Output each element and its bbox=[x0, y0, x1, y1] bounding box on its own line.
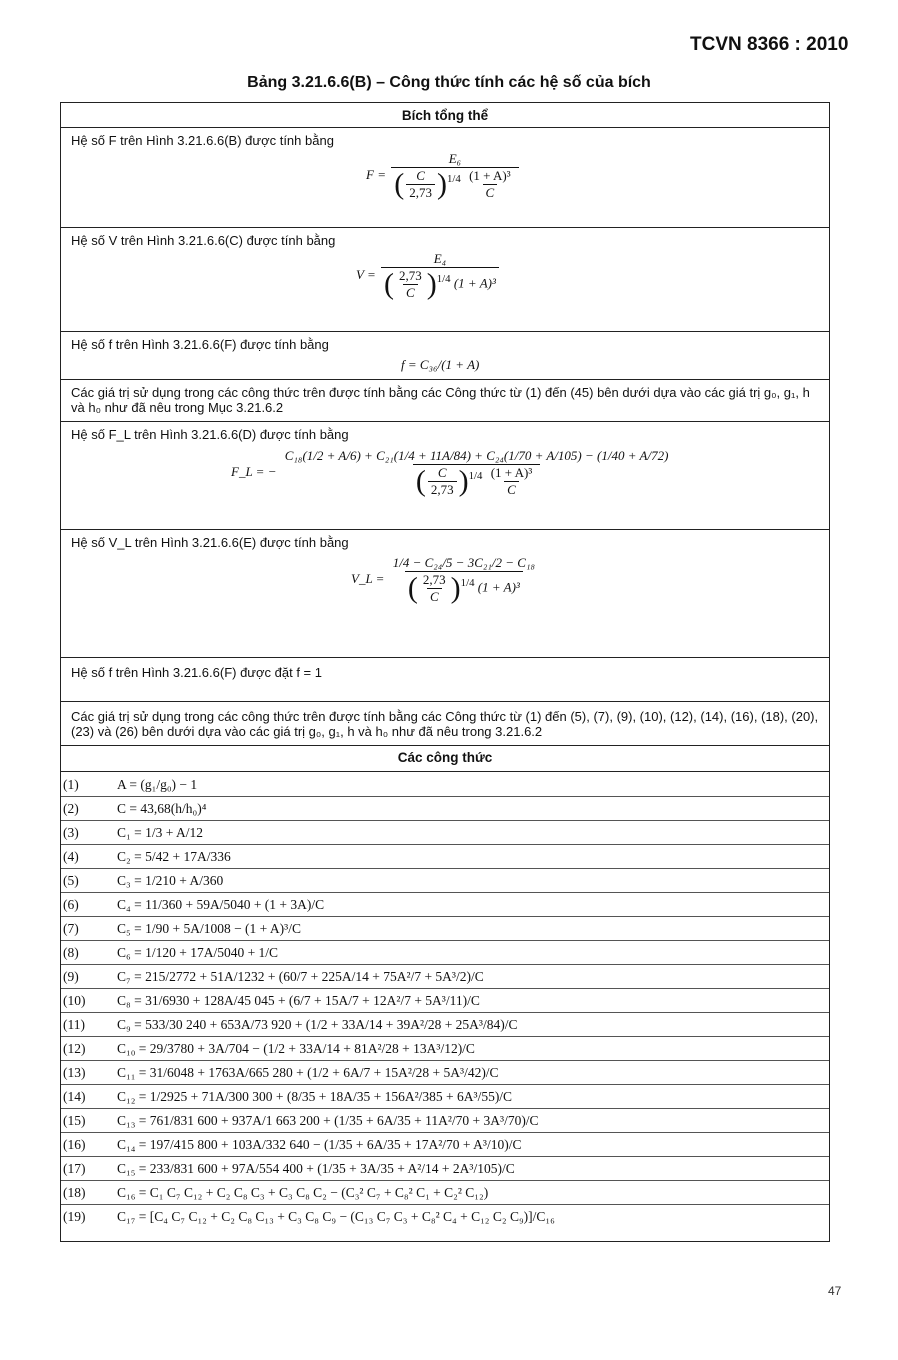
desc-FL: Hệ số F_L trên Hình 3.21.6.6(D) được tính bằng bbox=[71, 427, 349, 442]
formula-row-18: (18) C₁₆ = C₁ C₇ C₁₂ + C₂ C₈ C₃ + C₃ C₈ C₂ − (C₃² C₇ + C₈² C₁ + C₂² C₁₂) bbox=[61, 1181, 829, 1205]
desc-F: Hệ số F trên Hình 3.21.6.6(B) được tính bằng bbox=[71, 133, 334, 148]
formula-row-10: (10) C₈ = 31/6930 + 128A/45 045 + (6/7 + 15A/7 + 12A²/7 + 5A³/11)/C bbox=[61, 989, 829, 1013]
formula-row-1: (1) A = (g₁/g₀) − 1 bbox=[61, 773, 829, 797]
formula-row-13: (13) C₁₁ = 31/6048 + 1763A/665 280 + (1/2 + 6A/7 + 15A²/28 + 5A³/42)/C bbox=[61, 1061, 829, 1085]
page-number: 47 bbox=[828, 1284, 842, 1298]
desc-f-set: Hệ số f trên Hình 3.21.6.6(F) được đặt f = 1 bbox=[71, 665, 322, 680]
formula-row-5: (5) C₃ = 1/210 + A/360 bbox=[61, 869, 829, 893]
formula-f: f = C₃₆/(1 + A) bbox=[401, 357, 480, 372]
formula-row-3: (3) C₁ = 1/3 + A/12 bbox=[61, 821, 829, 845]
formula-row-17: (17) C₁₅ = 233/831 600 + 97A/554 400 + (1/35 + 3A/35 + A²/14 + 2A³/105)/C bbox=[61, 1157, 829, 1181]
desc-V: Hệ số V trên Hình 3.21.6.6(C) được tính bằng bbox=[71, 233, 336, 248]
formula-F: F = E₆ ( $\frac{C}{2,73}$ )$^{1/4}$ $\frac{\text{(1 + A)³}}{C}$ bbox=[366, 151, 521, 201]
desc-VL: Hệ số V_L trên Hình 3.21.6.6(E) được tính bằng bbox=[71, 535, 349, 550]
formula-row-16: (16) C₁₄ = 197/415 800 + 103A/332 640 − (1/35 + 6A/35 + 17A²/70 + A³/10)/C bbox=[61, 1133, 829, 1157]
formula-FL: F_L = − C₁₈(1/2 + A/6) + C₂₁(1/4 + 11A/84) + C₂₄(1/70 + A/105) − (1/40 + A/72) ( $\frac{C}{2,73}$ )$^{1/4}$ $\frac{\text{(1 + A)³}}{C}$ bbox=[231, 448, 669, 498]
note-loose: Các giá trị sử dụng trong các công thức trên được tính bằng các Công thức từ (1) đến (5), (7), (9), (10), (12), (14), (16), (18), (20), (23) và (26) bên dưới dựa vào các giá trị g₀, g₁, h và h₀ như đã nêu trong 3.21.6.2 bbox=[71, 709, 819, 739]
note-integral: Các giá trị sử dụng trong các công thức trên được tính bằng các Công thức từ (1) đến (45) bên dưới dựa vào các giá trị g₀, g₁, h và h₀ như đã nêu trong Mục 3.21.6.2 bbox=[71, 385, 810, 415]
formula-row-15: (15) C₁₃ = 761/831 600 + 937A/1 663 200 + (1/35 + 6A/35 + 11A²/70 + 3A³/70)/C bbox=[61, 1109, 829, 1133]
formula-row-9: (9) C₇ = 215/2772 + 51A/1232 + (60/7 + 225A/14 + 75A²/7 + 5A³/2)/C bbox=[61, 965, 829, 989]
formula-V: V = E₄ ( $\frac{2,73}{C}$ )$^{1/4}$ (1 + A)³ bbox=[356, 251, 501, 301]
desc-f: Hệ số f trên Hình 3.21.6.6(F) được tính bằng bbox=[71, 337, 329, 352]
standard-code: TCVN 8366 : 2010 bbox=[690, 34, 849, 55]
formula-row-14: (14) C₁₂ = 1/2925 + 71A/300 300 + (8/35 + 18A/35 + 156A²/385 + 6A³/55)/C bbox=[61, 1085, 829, 1109]
formula-row-19: (19) C₁₇ = [C₄ C₇ C₁₂ + C₂ C₈ C₁₃ + C₃ C₈ C₉ − (C₁₃ C₇ C₃ + C₈² C₄ + C₁₂ C₂ C₉)]/C₁₆ bbox=[63, 1209, 555, 1224]
formula-row-11: (11) C₉ = 533/30 240 + 653A/73 920 + (1/2 + 33A/14 + 39A²/28 + 25A³/84)/C bbox=[61, 1013, 829, 1037]
formula-row-7: (7) C₅ = 1/90 + 5A/1008 − (1 + A)³/C bbox=[61, 917, 829, 941]
formulas-header: Các công thức bbox=[397, 750, 493, 765]
section-integral-header: Bích tổng thể bbox=[401, 108, 489, 123]
formula-VL: V_L = 1/4 − C₂₄/5 − 3C₂₁/2 − C₁₈ ( $\frac{2,73}{C}$ )$^{1/4}$ (1 + A)³ bbox=[351, 555, 536, 605]
formula-row-2: (2) C = 43,68(h/h₀)⁴ bbox=[61, 797, 829, 821]
formula-row-4: (4) C₂ = 5/42 + 17A/336 bbox=[61, 845, 829, 869]
coefficient-table bbox=[60, 102, 830, 1242]
formula-row-8: (8) C₆ = 1/120 + 17A/5040 + 1/C bbox=[61, 941, 829, 965]
formula-row-6: (6) C₄ = 11/360 + 59A/5040 + (1 + 3A)/C bbox=[61, 893, 829, 917]
formula-row-12: (12) C₁₀ = 29/3780 + 3A/704 − (1/2 + 33A/14 + 81A²/28 + 13A³/12)/C bbox=[61, 1037, 829, 1061]
table-title: Bảng 3.21.6.6(B) – Công thức tính các hệ số của bích bbox=[247, 74, 651, 91]
